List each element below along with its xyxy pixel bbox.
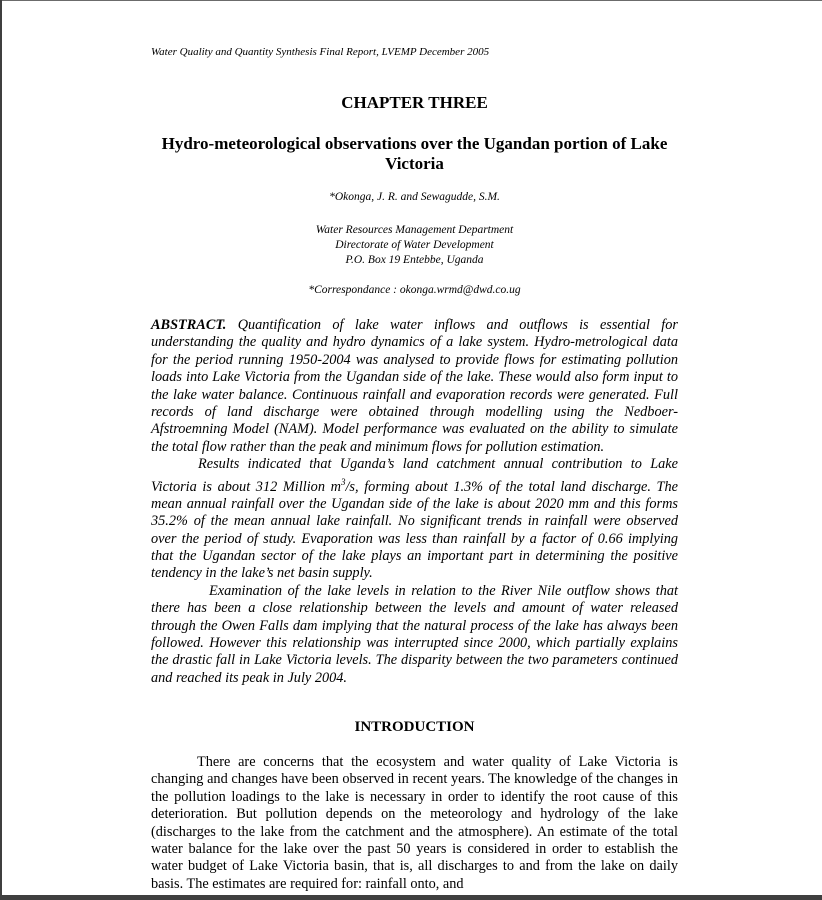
authors: *Okonga, J. R. and Sewagudde, S.M. [329,191,500,203]
abstract-text: Results indicated that Uganda’s land catchment annual contribution to Lake Victoria is about 312 Million m [151,456,678,495]
affiliation-line: Water Resources Management Department [315,224,514,236]
section-heading: INTRODUCTION [354,719,475,735]
abstract-text: Quantification of lake water inflows and outflows is essential for understanding the quality and hydro dynamics of a lake system. Hydro-metrological data for the period running 1950-2004 was analysed to provide flows for estimating pollution loads into Lake Victoria from the Ugandan side of the lake. These would also form input to the lake water balance. Continuous rainfall and evaporation records were generated. Full records of land discharge were obtained through modelling using the Nedboer-Afstroemning Model (NAM). Model performance was evaluated on the ability to simulate the total flow rather than the peak and minimum flows for pollution estimation. [151,317,678,455]
correspondence: *Correspondance : okonga.wrmd@dwd.co.ug [308,284,521,296]
abstract-paragraph: Examination of the lake levels in relation to the River Nile outflow shows that there has been a close relationship between the levels and amount of water released through the Owen Falls dam implying that the natural process of the lake has always been followed. However this relationship was interrupted since 2000, which partially explains the drastic fall in Lake Victoria levels. The disparity between the two parameters continued and reached its peak in July 2004. [151,582,678,686]
viewer-bottom-border [0,895,822,900]
abstract-label: ABSTRACT. [151,317,227,333]
paper-title: Hydro-meteorological observations over the Ugandan portion of Lake Victoria [161,134,668,173]
abstract-text: /s, forming about 1.3% of the total land discharge. The mean annual rainfall over the Ugandan side of the lake is about 2020 mm and this forms 35.2% of the mean annual lake rainfall. No significant trends in rainfall were observed over the period of study. Evaporation was less than rainfall by a factor of 0.66 implying that the Ugandan sector of the lake plays an important part in determining the positive tendency in the lake’s net basin supply. [151,478,678,582]
chapter-heading: CHAPTER THREE [341,93,488,112]
affiliation-line: Directorate of Water Development [335,239,494,251]
affiliation-line: P.O. Box 19 Entebbe, Uganda [345,254,484,266]
abstract [151,317,678,687]
superscript: 3 [340,476,346,487]
affiliation [151,223,678,268]
viewer-left-border [0,0,2,900]
abstract-paragraph [151,456,678,583]
viewer-top-border [0,0,822,1]
running-header: Water Quality and Quantity Synthesis Final Report, LVEMP December 2005 [151,46,490,58]
abstract-paragraph [151,317,678,456]
body-paragraph: There are concerns that the ecosystem and water quality of Lake Victoria is changing and changes have been observed in recent years. The knowledge of the changes in the pollution loadings to the lake is necessary in order to identify the root cause of this deterioration. But pollution depends on the meteorology and hydrology of the lake (discharges to the lake from the catchment and the atmosphere). An estimate of the total water balance for the lake over the past 50 years is considered in order to establish the water budget of Lake Victoria basin, that is, all discharges to and from the lake on daily basis. The estimates are required for: rainfall onto, and [151,754,678,892]
